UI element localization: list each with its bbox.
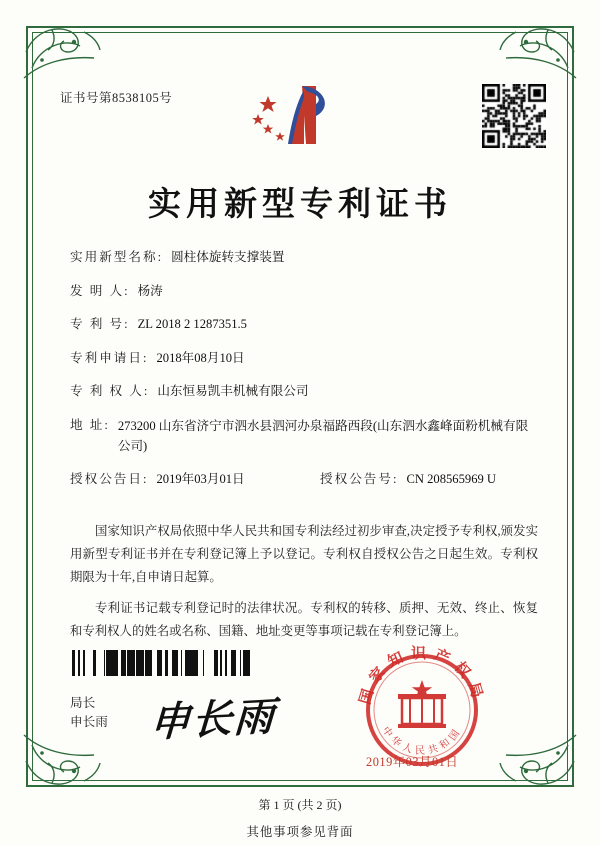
- field-grant-date: [70, 470, 320, 490]
- field-value: CN 208565969 U: [406, 471, 497, 486]
- barcode: [70, 650, 250, 676]
- field-value: 273200 山东省济宁市泗水县泗河办泉福路西段(山东泗水鑫峰面粉机械有限公司): [117, 418, 529, 453]
- field-value: ZL 2018 2 1287351.5: [137, 317, 247, 332]
- paragraph-registry: 专利证书记载专利登记时的法律状况。专利权的转移、质押、无效、终止、恢复和专利权人的姓名或名称、国籍、地址变更等事项记载在专利登记簿上。: [70, 600, 538, 638]
- field-value: 山东恒易凯丰机械有限公司: [157, 384, 309, 399]
- svg-text:中华人民共和国: 中华人民共和国: [379, 725, 465, 757]
- field-value: 杨涛: [137, 283, 163, 298]
- field-label: 授权公告号:: [320, 471, 399, 486]
- field-patentee: [70, 382, 538, 402]
- director-name: 申长雨: [70, 714, 108, 729]
- patent-office-logo-icon: [246, 82, 342, 160]
- field-application-date: [70, 349, 538, 369]
- field-label: 专利申请日:: [70, 350, 149, 365]
- certificate-number: 证书号第8538105号: [60, 91, 173, 105]
- field-label: 专 利 权 人:: [70, 384, 150, 399]
- field-value: 2018年08月10日: [156, 350, 245, 365]
- director-signature: 申长雨: [148, 693, 277, 746]
- field-grant-number: [320, 470, 496, 490]
- field-label: 发 明 人:: [70, 283, 130, 298]
- field-grant-row: [70, 470, 538, 490]
- page-title: 实用新型专利证书: [148, 187, 452, 223]
- field-label: 授权公告日:: [70, 471, 149, 486]
- director-title: [70, 694, 108, 732]
- qr-code: [482, 84, 546, 148]
- field-inventor: [70, 282, 538, 302]
- page-number: 第 1 页 (共 2 页): [258, 798, 342, 812]
- field-utility-model-name: [70, 248, 538, 268]
- field-address: [70, 416, 538, 456]
- field-list: [70, 248, 538, 499]
- legal-text: [70, 520, 538, 651]
- svg-text:国家知识产权局: 国家知识产权局: [357, 646, 487, 707]
- field-label: 专 利 号:: [70, 317, 130, 332]
- backside-note: 其他事项参见背面: [246, 825, 354, 839]
- seal-date: 2019年03月01日: [366, 755, 459, 769]
- field-patent-number: [70, 315, 538, 335]
- field-value: 2019年03月01日: [156, 471, 245, 486]
- paragraph-grant: 国家知识产权局依照中华人民共和国专利法经过初步审查,决定授予专利权,颁发实用新型专利证书并在专利登记簿上予以登记。专利权自授权公告之日起生效。专利权期限为十年,自申请日起算。: [70, 524, 538, 584]
- field-label: 实用新型名称:: [70, 250, 164, 264]
- director-label: 局长: [70, 696, 96, 710]
- field-label: 地 址:: [70, 417, 110, 432]
- field-value: 圆柱体旋转支撑装置: [171, 250, 285, 264]
